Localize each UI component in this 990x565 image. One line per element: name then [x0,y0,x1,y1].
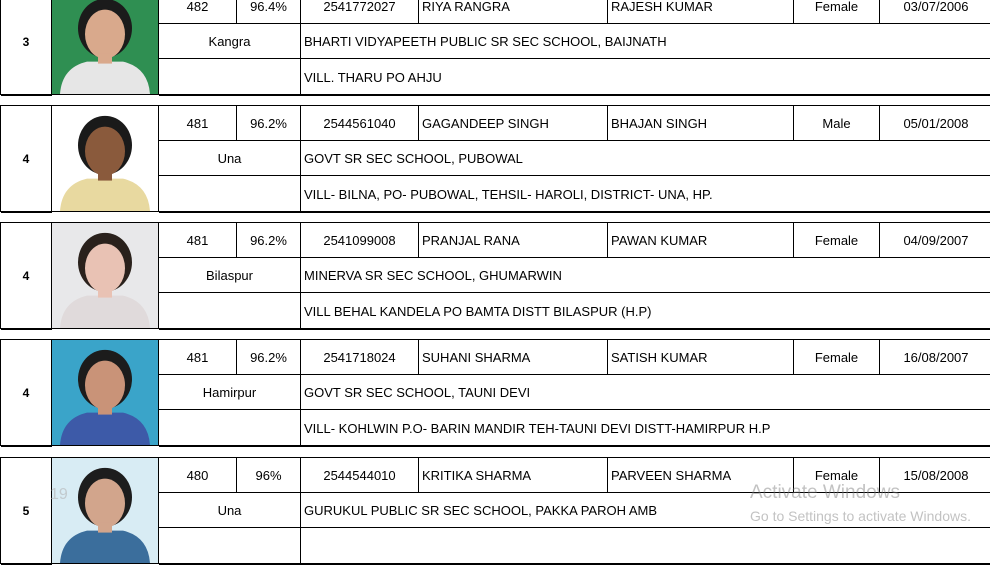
student-photo [52,223,159,328]
rank-cell: 4 [1,106,52,213]
photo-face [85,361,125,410]
blank-cell [159,528,301,565]
father-name-cell: BHAJAN SINGH [608,106,794,141]
percent-cell: 96.2% [237,106,301,141]
student-name-cell: GAGANDEEP SINGH [419,106,608,141]
rank-cell: 3 [1,0,52,96]
district-cell: Hamirpur [159,375,301,410]
student-photo-image [52,0,158,94]
student-photo-image [52,106,158,211]
gender-cell: Female [794,0,880,24]
student-photo [52,340,159,445]
activate-windows-title: Activate Windows [750,482,900,503]
student-name-cell: PRANJAL RANA [419,223,608,258]
district-cell: Bilaspur [159,258,301,293]
school-cell: MINERVA SR SEC SCHOOL, GHUMARWIN [301,258,990,293]
percent-cell: 96.4% [237,0,301,24]
address-cell: VILL BEHAL KANDELA PO BAMTA DISTT BILASPUR (H.P) [301,293,990,330]
blank-cell [159,59,301,96]
student-photo [52,458,159,563]
percent-cell: 96.2% [237,340,301,375]
dob-cell: 05/01/2008 [880,106,990,141]
photo-face [85,244,125,293]
faint-page-mark: 19 [50,486,68,503]
student-record [0,222,990,329]
district-cell: Kangra [159,24,301,59]
roll-number-cell: 2541099008 [301,223,419,258]
student-photo-image [52,458,158,563]
student-record [0,339,990,446]
marks-cell: 481 [159,106,237,141]
student-photo [52,0,159,94]
district-cell: Una [159,141,301,176]
roll-number-cell: 2541718024 [301,340,419,375]
address-cell: VILL. THARU PO AHJU [301,59,990,96]
father-name-cell: PAWAN KUMAR [608,223,794,258]
dob-cell: 03/07/2006 [880,0,990,24]
percent-cell: 96.2% [237,223,301,258]
student-photo-image [52,223,158,328]
school-cell: BHARTI VIDYAPEETH PUBLIC SR SEC SCHOOL, BAIJNATH [301,24,990,59]
blank-cell [159,176,301,213]
marks-cell: 482 [159,0,237,24]
activate-windows-subtitle: Go to Settings to activate Windows. [750,508,971,524]
roll-number-cell: 2544544010 [301,458,419,493]
father-name-cell: RAJESH KUMAR [608,0,794,24]
school-cell: GURUKUL PUBLIC SR SEC SCHOOL, PAKKA PAROH AMB [301,493,990,528]
photo-neck [98,405,112,415]
address-cell: VILL- KOHLWIN P.O- BARIN MANDIR TEH-TAUNI DEVI DISTT-HAMIRPUR H.P [301,410,990,447]
photo-neck [98,523,112,533]
percent-cell: 96% [237,458,301,493]
district-cell: Una [159,493,301,528]
gender-cell: Female [794,458,880,493]
dob-cell: 15/08/2008 [880,458,990,493]
address-cell: VILL- BILNA, PO- PUBOWAL, TEHSIL- HAROLI, DISTRICT- UNA, HP. [301,176,990,213]
school-cell: GOVT SR SEC SCHOOL, PUBOWAL [301,141,990,176]
photo-neck [98,171,112,181]
father-name-cell: SATISH KUMAR [608,340,794,375]
gender-cell: Male [794,106,880,141]
photo-face [85,479,125,528]
photo-face [85,127,125,176]
dob-cell: 04/09/2007 [880,223,990,258]
student-photo-image [52,340,158,445]
blank-cell [159,410,301,447]
student-name-cell: SUHANI SHARMA [419,340,608,375]
gender-cell: Female [794,340,880,375]
photo-face [85,10,125,59]
dob-cell: 16/08/2007 [880,340,990,375]
student-photo [52,106,159,211]
marks-cell: 481 [159,340,237,375]
roll-number-cell: 2541772027 [301,0,419,24]
marks-cell: 480 [159,458,237,493]
student-record [0,0,990,95]
marks-cell: 481 [159,223,237,258]
student-record [0,105,990,212]
blank-cell [159,293,301,330]
rank-cell: 4 [1,340,52,447]
gender-cell: Female [794,223,880,258]
rank-cell: 4 [1,223,52,330]
rank-cell: 5 [1,458,52,565]
student-name-cell: KRITIKA SHARMA [419,458,608,493]
address-cell [301,528,990,565]
photo-neck [98,54,112,64]
student-name-cell: RIYA RANGRA [419,0,608,24]
father-name-cell: PARVEEN SHARMA [608,458,794,493]
school-cell: GOVT SR SEC SCHOOL, TAUNI DEVI [301,375,990,410]
roll-number-cell: 2544561040 [301,106,419,141]
photo-neck [98,288,112,298]
